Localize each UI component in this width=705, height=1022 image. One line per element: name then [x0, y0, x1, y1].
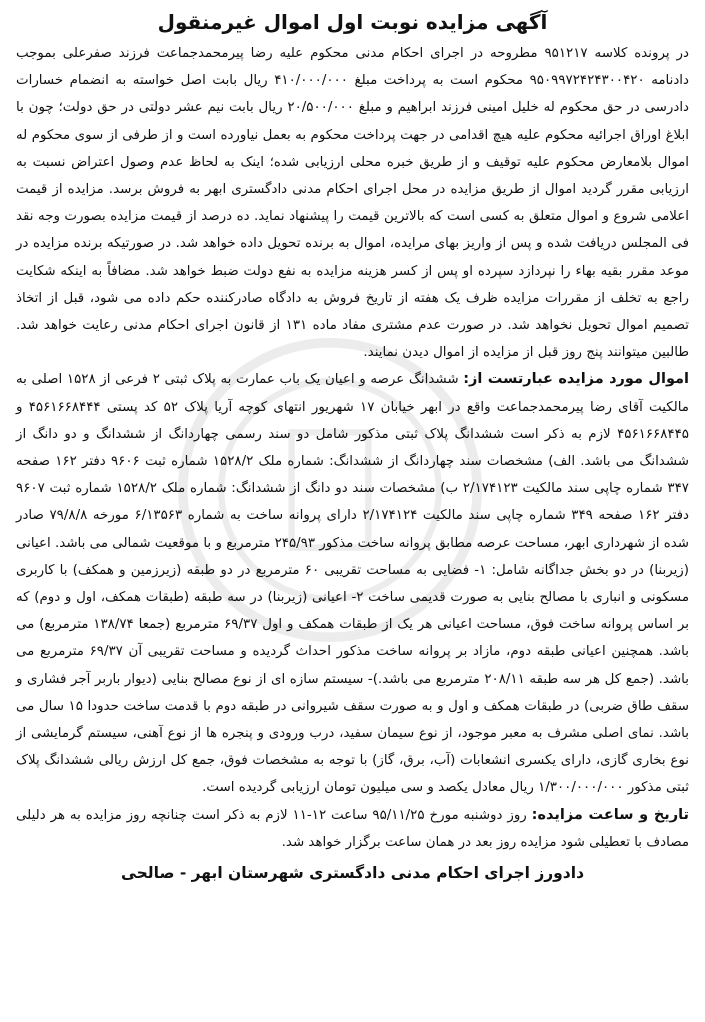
notice-title: آگهی مزایده نوبت اول اموال غیرمنقول [157, 10, 548, 34]
property-paragraph [16, 366, 689, 801]
date-heading: تاریخ و ساعت مزایده: [531, 806, 689, 823]
signature-line: دادورز اجرای احکام مدنی دادگستری شهرستان ابهر - صالحی [120, 864, 585, 883]
date-description: روز دوشنبه مورخ ۹۵/۱۱/۲۵ ساعت ۱۲-۱۱ لازم به ذکر است چنانچه روز مزایده به هر دلیلی مصادف با تعطیلی شود مزایده روز بعد در همان ساعت برگزار خواهد شد. [16, 807, 689, 850]
date-paragraph [16, 802, 689, 856]
intro-paragraph: در پرونده کلاسه ۹۵۱۲۱۷ مطروحه در اجرای احکام مدنی محکوم علیه رضا پیرمحمدجماعت فرزند صفرعلی بموجب دادنامه ۹۵۰۹۹۷۲۴۲۴۳۰۰۴۲۰ محکوم است به پرداخت مبلغ ۴۱۰/۰۰۰/۰۰۰ ریال بابت اصل خواسته به انضمام خسارات دادرسی در حق محکوم له خلیل امینی فرزند ابراهیم و مبلغ ۲۰/۵۰۰/۰۰۰ ریال بابت نیم عشر دولتی در حق دولت؛ چون با ابلاغ اوراق اجرائیه محکوم علیه هیچ اقدامی در جهت پرداخت محکوم به بعمل نیاورده است و از طرفی از سوی محکوم له اموال بلامعارض محکوم علیه توقیف و از طریق خبره محلی ارزیابی شده؛ اینک به لحاظ عدم وصول اعتراض نسبت به ارزیابی مقرر گردید اموال از طریق مزایده در محل اجرای احکام مدنی دادگستری ابهر به فروش برسد. مزایده از قیمت اعلامی شروع و اموال متعلق به کسی است که بالاترین قیمت را پیشنهاد نماید. ده درصد از قیمت مزایده بصورت وجه نقد فی المجلس دریافت شده و پس از واریز بهای مرایده، اموال به برنده تحویل داده خواهد شد. در صورتیکه برنده مزایده در موعد مقرر بقیه بهاء را نپردازد سپرده او پس از کسر هزینه مزایده به نفع دولت ضبط خواهد شد. مضافاً به اینکه شکایت راجع به تخلف از مقررات مزایده ظرف یک هفته از تاریخ فروش به دادگاه صادرکننده حکم داده می شود، قبل از اتخاذ تصمیم اموال تحویل نخواهد شد. در صورت عدم مشتری مفاد ماده ۱۳۱ از قانون اجرای احکام مدنی رعایت خواهد شد. طالبین میتوانند پنج روز قبل از مزایده از اموال دیدن نمایند. [16, 46, 690, 361]
property-heading: اموال مورد مزایده عبارتست از: [463, 371, 689, 388]
property-description: ششدانگ عرصه و اعیان یک باب عمارت به پلاک ثبتی ۲ فرعی از ۱۵۲۸ اصلی به مالکیت آقای رضا پیرمحمدجماعت واقع در ابهر خیابان ۱۷ شهریور انتهای کوچه آریا پلاک ۵۲ کد پستی ۴۵۶۱۶۶۸۴۴۴ و ۴۵۶۱۶۶۸۴۴۵ لازم به ذکر است ششدانگ پلاک ثبتی مذکور شامل دو سند رسمی چهاردانگ از ششدانگ و دو دانگ از ششدانگ می باشد. الف) مشخصات سند چهاردانگ از ششدانگ: شماره ملک ۱۵۲۸/۲ شماره ثبت ۹۶۰۶ دفتر ۱۶۲ صفحه ۳۴۷ شماره چاپی سند مالکیت ۲/۱۷۴۱۲۳ ب) مشخصات سند دو دانگ از ششدانگ: شماره ملک ۱۵۲۸/۲ شماره ثبت ۹۶۰۷ دفتر ۱۶۲ صفحه ۳۴۹ شماره چاپی سند مالکیت ۲/۱۷۴۱۲۴ دارای پروانه ساخت به شماره ۶/۱۳۵۶۳ مورخه ۷۹/۸/۸ صادر شده از شهرداری ابهر، مساحت عرصه مطابق پروانه ساخت مذکور ۲۴۵/۹۳ مترمربع و با موقعیت شمالی می باشد. اعیانی (زیربنا) در دو بخش جداگانه شامل: ۱- فضایی به مساحت تقریبی ۶۰ مترمربع در دو طبقه (زیرزمین و همکف) با کاربری مسکونی و انباری با مصالح بنایی به صورت قدیمی ساخت ۲- اعیانی (زیربنا) در سه طبقه (طبقات همکف، اول و دوم) که بر اساس پروانه ساخت فوق، مساحت اعیانی هر یک از طبقات همکف و اول ۶۹/۳۷ مترمربع (جمعا ۱۳۸/۷۴ مترمربع) می باشد. همچنین اعیانی طبقه دوم، مازاد بر پروانه ساخت مذکور احداث گردیده و مساحت تقریبی آن ۶۹/۳۷ مترمربع می باشد. (جمع کل هر سه طبقه ۲۰۸/۱۱ مترمربع می باشد.)- سیستم سازه ای از نوع مصالح بنایی (دیوار باربر آجر فشاری و سقف طاق ضربی) در طبقات همکف و اول و به صورت سقف شیروانی در طبقه دوم با قدمت ساخت حدودا ۱۵ سال می باشد. نمای اصلی مشرف به معبر موجود، از نوع سیمان سفید، درب ورودی و پنجره ها از نوع آهنی، سیستم گرمایشی از نوع بخاری گازی، دارای یکسری انشعابات (آب، برق، گاز) با توجه به مشخصات فوق، جمع کل ارزش ریالی ششدانگ پلاک ثبتی مذکور ۱/۳۰۰/۰۰۰/۰۰۰ ریال معادل یکصد و سی میلیون تومان ارزیابی گردیده است. [16, 372, 690, 796]
